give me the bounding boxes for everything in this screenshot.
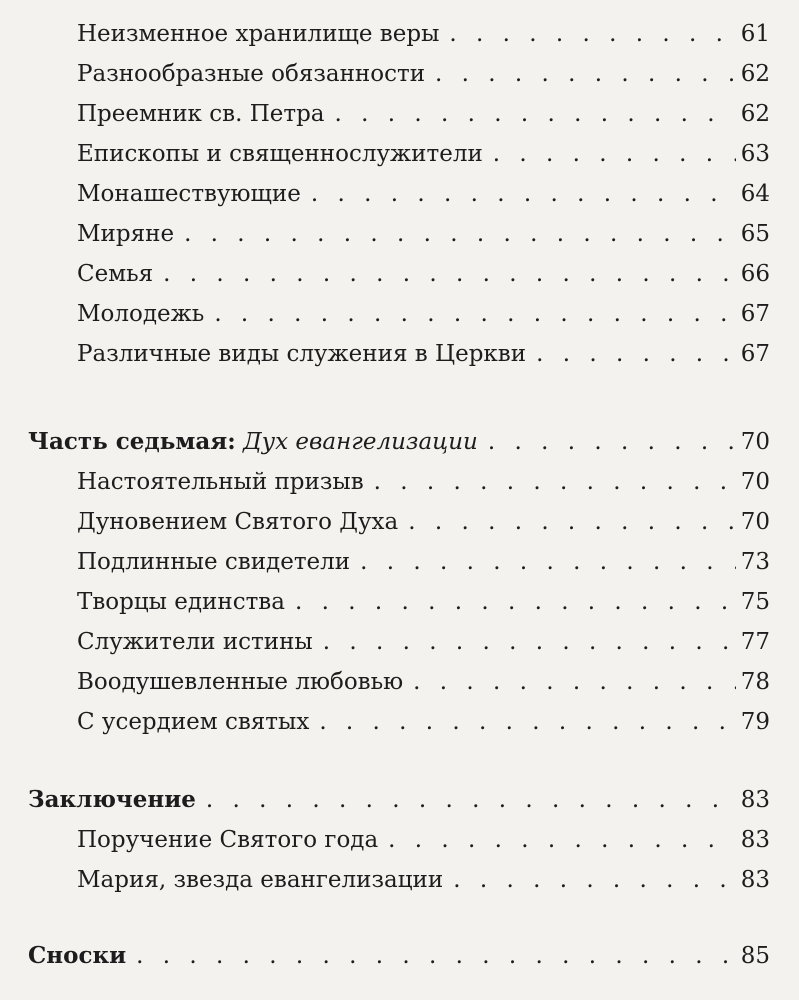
toc-entry[interactable] bbox=[0, 48, 770, 88]
dot-leader bbox=[449, 20, 736, 48]
dot-leader bbox=[488, 428, 736, 456]
toc-entry-title: Подлинные свидетели bbox=[77, 549, 351, 575]
dot-leader bbox=[319, 708, 736, 736]
toc-entry[interactable] bbox=[0, 854, 770, 894]
toc-entry-page: 83 bbox=[740, 827, 770, 853]
dot-leader bbox=[184, 220, 736, 248]
dot-leader bbox=[493, 140, 736, 168]
toc-entry-title: Дуновением Святого Духа bbox=[77, 509, 399, 535]
toc-entry-title: С усердием святых bbox=[77, 709, 310, 735]
toc-entry-page: 64 bbox=[740, 181, 770, 207]
dot-leader bbox=[360, 548, 736, 576]
toc-entry[interactable] bbox=[0, 168, 770, 208]
toc-entry[interactable] bbox=[0, 248, 770, 288]
dot-leader bbox=[536, 340, 736, 368]
toc-entry[interactable] bbox=[0, 536, 770, 576]
toc-entry-title: Поручение Святого года bbox=[77, 827, 379, 853]
toc-entry-page: 73 bbox=[740, 549, 770, 575]
toc-entry-title: Преемник св. Петра bbox=[77, 101, 325, 127]
dot-leader bbox=[295, 588, 736, 616]
dot-leader bbox=[136, 942, 736, 970]
toc-entry-title: Мария, звезда евангелизации bbox=[77, 867, 444, 893]
toc-entry-page: 62 bbox=[740, 101, 770, 127]
section-label: Сноски bbox=[28, 942, 127, 969]
toc-entry[interactable] bbox=[0, 128, 770, 168]
toc-entry[interactable] bbox=[0, 814, 770, 854]
toc-notes[interactable] bbox=[0, 930, 770, 970]
toc-entry-page: 70 bbox=[740, 469, 770, 495]
toc-entry[interactable] bbox=[0, 656, 770, 696]
toc-entry-title: Служители истины bbox=[77, 629, 313, 655]
toc-entry-page: 77 bbox=[740, 629, 770, 655]
toc-entry[interactable] bbox=[0, 328, 770, 368]
toc-entry-title: Молодежь bbox=[77, 301, 205, 327]
dot-leader bbox=[435, 60, 736, 88]
toc-entry-title: Семья bbox=[77, 261, 154, 287]
toc-entry-title: Епископы и священнослужители bbox=[77, 141, 483, 167]
dot-leader bbox=[413, 668, 736, 696]
toc-entry[interactable] bbox=[0, 208, 770, 248]
dot-leader bbox=[453, 866, 736, 894]
toc-entry-page: 61 bbox=[740, 21, 770, 47]
dot-leader bbox=[323, 628, 736, 656]
toc-entry-title: Творцы единства bbox=[77, 589, 285, 615]
toc-entry-page: 65 bbox=[740, 221, 770, 247]
toc-entry-title: Монашествующие bbox=[77, 181, 301, 207]
toc-entry-title: Настоятельный призыв bbox=[77, 469, 364, 495]
toc-entry-title: Неизменное хранилище веры bbox=[77, 21, 440, 47]
toc-entry[interactable] bbox=[0, 8, 770, 48]
dot-leader bbox=[335, 100, 736, 128]
dot-leader bbox=[206, 786, 736, 814]
toc-entry[interactable] bbox=[0, 496, 770, 536]
dot-leader bbox=[311, 180, 736, 208]
toc-entry-page: 66 bbox=[740, 261, 770, 287]
toc-entry-page: 70 bbox=[740, 509, 770, 535]
toc-entry-page: 70 bbox=[740, 429, 770, 455]
toc-entry-page: 62 bbox=[740, 61, 770, 87]
toc-entry-page: 79 bbox=[740, 709, 770, 735]
dot-leader bbox=[408, 508, 736, 536]
toc-conclusion[interactable] bbox=[0, 774, 770, 814]
part-label: Часть седьмая: bbox=[28, 428, 236, 455]
toc-entry[interactable] bbox=[0, 576, 770, 616]
toc-entry-title: Воодушевленные любовью bbox=[77, 669, 404, 695]
toc-part-seven[interactable] bbox=[0, 416, 770, 456]
toc-entry[interactable] bbox=[0, 456, 770, 496]
toc-entry-page: 83 bbox=[740, 867, 770, 893]
toc-entry-title: Различные виды служения в Церкви bbox=[77, 341, 527, 367]
toc-entry-title: Разнообразные обязанности bbox=[77, 61, 426, 87]
toc-entry-page: 85 bbox=[740, 943, 770, 969]
toc-entry-page: 63 bbox=[740, 141, 770, 167]
toc-entry-page: 67 bbox=[740, 301, 770, 327]
dot-leader bbox=[163, 260, 736, 288]
part-subtitle: Дух евангелизации bbox=[243, 429, 478, 455]
toc-entry-page: 78 bbox=[740, 669, 770, 695]
dot-leader bbox=[388, 826, 736, 854]
toc-entry[interactable] bbox=[0, 696, 770, 736]
toc-entry-page: 75 bbox=[740, 589, 770, 615]
toc-entry[interactable] bbox=[0, 288, 770, 328]
toc-entry-page: 83 bbox=[740, 787, 770, 813]
dot-leader bbox=[214, 300, 736, 328]
section-label: Заключение bbox=[28, 786, 196, 813]
toc-entry-page: 67 bbox=[740, 341, 770, 367]
toc-entry[interactable] bbox=[0, 616, 770, 656]
toc-entry-title: Миряне bbox=[77, 221, 175, 247]
dot-leader bbox=[374, 468, 736, 496]
toc-entry[interactable] bbox=[0, 88, 770, 128]
